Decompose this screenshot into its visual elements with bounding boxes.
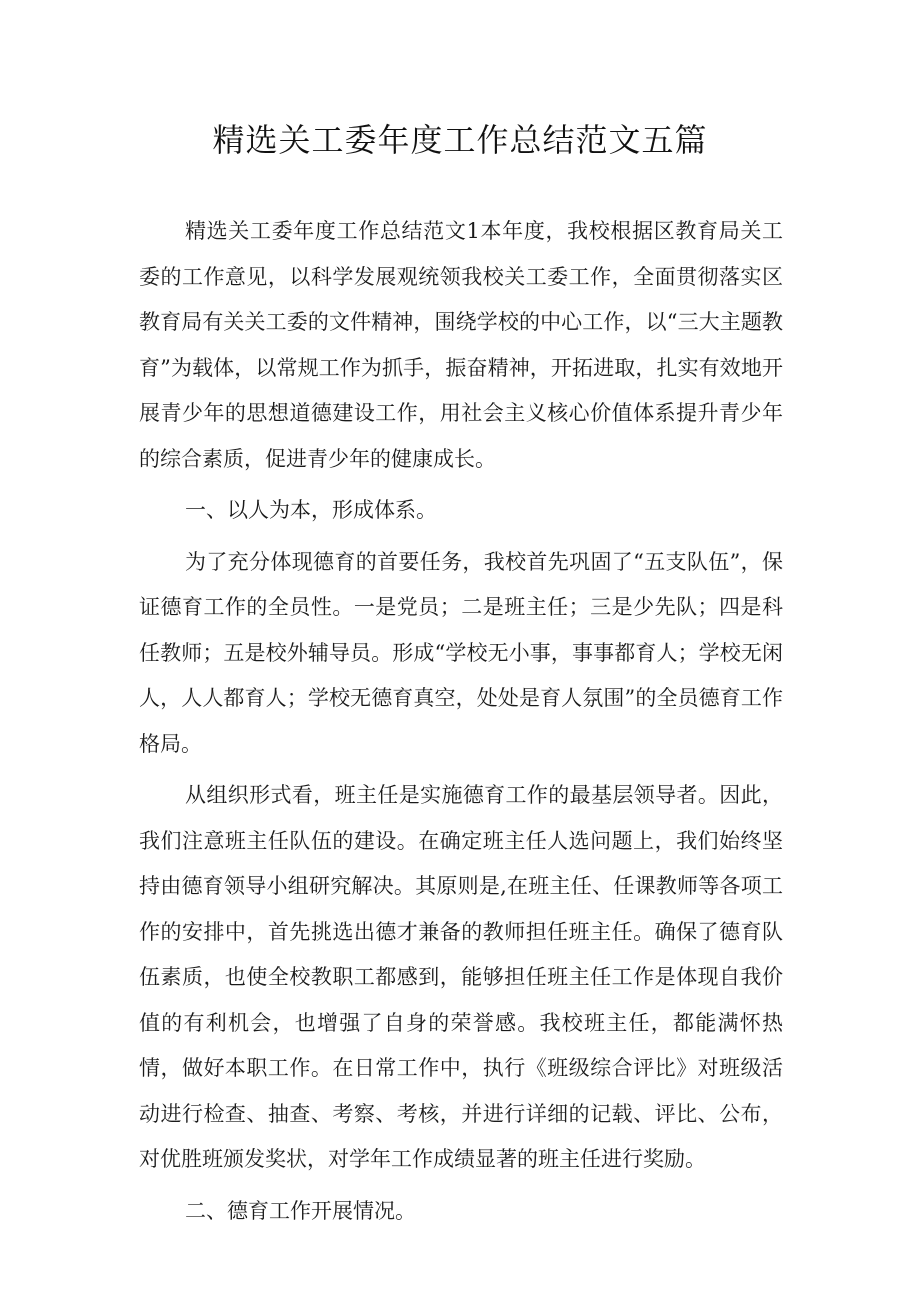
document-title: 精选关工委年度工作总结范文五篇	[212, 121, 708, 159]
section-heading-2: 二、德育工作开展情况。	[185, 1198, 416, 1223]
paragraph-head-teachers: 从组织形式看，班主任是实施德育工作的最基层领导者。因此，我们注意班主任队伍的建设。在确定班主任人选问题上，我们始终坚持由德育领导小组研究解决。其原则是,在班主任、任课教师等各项工作的安排中，首先挑选出德才兼备的教师担任班主任。确保了德育队伍素质，也使全校教职工都感到，能够担任班主任工作是体现自我价值的有利机会，也增强了自身的荣誉感。我校班主任，都能满怀热情，做好本职工作。在日常工作中，执行《班级综合评比》对班级活动进行检查、抽查、考察、考核，并进行详细的记载、评比、公布，对优胜班颁发奖状，对学年工作成绩显著的班主任进行奖励。	[139, 783, 783, 1171]
paragraph-five-teams: 为了充分体现德育的首要任务，我校首先巩固了“五支队伍”，保证德育工作的全员性。一是党员；二是班主任；三是少先队；四是科任教师；五是校外辅导员。形成“学校无小事，事事都育人；学校无闲人，人人都育人；学校无德育真空，处处是育人氛围”的全员德育工作格局。	[139, 549, 783, 756]
paragraph-intro: 精选关工委年度工作总结范文1本年度，我校根据区教育局关工委的工作意见，以科学发展观统领我校关工委工作，全面贯彻落实区教育局有关关工委的文件精神，围绕学校的中心工作，以“三大主题教育”为载体，以常规工作为抓手，振奋精神，开拓进取，扎实有效地开展青少年的思想道德建设工作，用社会主义核心价值体系提升青少年的综合素质，促进青少年的健康成长。	[139, 219, 783, 471]
section-heading-1: 一、以人为本，形成体系。	[185, 498, 437, 522]
document-body	[139, 209, 783, 1240]
